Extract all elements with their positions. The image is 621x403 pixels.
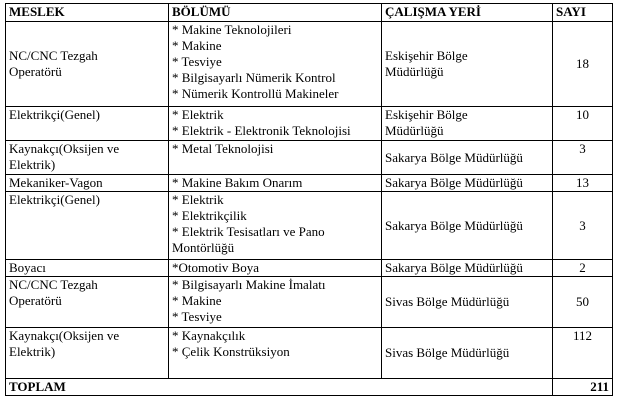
calisma-yeri-line: Müdürlüğü: [385, 123, 444, 138]
bolum-line: * Kaynakçılık: [172, 328, 246, 343]
bolum-line: * Çelik Konstrüksiyon: [172, 344, 290, 359]
calisma-yeri-cell: [382, 141, 553, 175]
table-row: [6, 260, 613, 277]
header-sayi: SAYI: [553, 4, 613, 22]
total-value: 211: [553, 379, 613, 396]
calisma-yeri-cell: [382, 328, 553, 379]
bolum-line: * Elektrik: [172, 107, 224, 122]
bolum-line: * Elektrik - Elektronik Teknolojisi: [172, 123, 351, 138]
table-row: [6, 192, 613, 260]
table-row: [6, 328, 613, 379]
bolum-line: *Otomotiv Boya: [172, 260, 260, 275]
bolum-line: * Bilgisayarlı Makine İmalatı: [172, 277, 326, 292]
meslek-cell: [6, 328, 169, 379]
table-row: [6, 277, 613, 328]
total-row: [6, 379, 613, 396]
meslek-line: Operatörü: [9, 64, 62, 79]
meslek-line: Mekaniker-Vagon: [9, 175, 103, 190]
calisma-yeri-line: Sakarya Bölge Müdürlüğü: [385, 149, 523, 165]
table-row: [6, 141, 613, 175]
meslek-line: NC/CNC Tezgah: [9, 277, 98, 292]
bolum-cell: [169, 260, 382, 277]
calisma-yeri-line: Sakarya Bölge Müdürlüğü: [385, 260, 523, 275]
sayi-cell: 18: [553, 22, 613, 107]
bolum-line: Montörlüğü: [172, 240, 235, 255]
meslek-line: Kaynakçı(Oksijen ve: [9, 328, 120, 343]
meslek-line: Elektrik): [9, 157, 56, 172]
calisma-yeri-cell: [382, 107, 553, 141]
personnel-table: [5, 3, 613, 396]
calisma-yeri-line: Sivas Bölge Müdürlüğü: [385, 345, 510, 360]
bolum-line: * Bilgisayarlı Nümerik Kontrol: [172, 70, 336, 85]
meslek-cell: [6, 192, 169, 260]
calisma-yeri-line: Eskişehir Bölge: [385, 48, 468, 63]
calisma-yeri-line: Sakarya Bölge Müdürlüğü: [385, 217, 523, 233]
total-label: TOPLAM: [6, 379, 553, 396]
bolum-line: * Makine: [172, 293, 222, 308]
bolum-cell: [169, 328, 382, 379]
table-row: [6, 175, 613, 192]
meslek-cell: [6, 175, 169, 192]
table-row: [6, 22, 613, 107]
bolum-cell: [169, 192, 382, 260]
calisma-yeri-cell: [382, 22, 553, 107]
calisma-yeri-cell: [382, 192, 553, 260]
calisma-yeri-cell: [382, 277, 553, 328]
meslek-line: Boyacı: [9, 260, 46, 275]
bolum-line: * Elektrikçilik: [172, 208, 247, 223]
meslek-line: Elektrikçi(Genel): [9, 107, 100, 122]
bolum-line: * Tesviye: [172, 54, 222, 69]
meslek-line: Operatörü: [9, 293, 62, 308]
calisma-yeri-line: Sakarya Bölge Müdürlüğü: [385, 175, 523, 190]
bolum-line: * Makine Teknolojileri: [172, 22, 292, 37]
table-row: [6, 107, 613, 141]
calisma-yeri-line: Sivas Bölge Müdürlüğü: [385, 294, 510, 309]
meslek-cell: [6, 22, 169, 107]
bolum-line: * Metal Teknolojisi: [172, 141, 274, 156]
bolum-line: * Makine: [172, 38, 222, 53]
meslek-cell: [6, 277, 169, 328]
bolum-line: * Elektrik Tesisatları ve Pano: [172, 224, 325, 239]
header-calisma-yeri: ÇALIŞMA YERİ: [382, 4, 553, 22]
sayi-cell: 10: [553, 107, 613, 141]
bolum-cell: [169, 277, 382, 328]
calisma-yeri-cell: [382, 175, 553, 192]
meslek-line: NC/CNC Tezgah: [9, 48, 98, 63]
header-row: [6, 4, 613, 22]
meslek-line: Elektrik): [9, 344, 56, 359]
bolum-cell: [169, 175, 382, 192]
bolum-line: * Elektrik: [172, 192, 224, 207]
meslek-line: Elektrikçi(Genel): [9, 192, 100, 207]
sayi-cell: 13: [553, 175, 613, 192]
meslek-cell: [6, 141, 169, 175]
header-meslek: MESLEK: [6, 4, 169, 22]
meslek-line: Kaynakçı(Oksijen ve: [9, 141, 120, 156]
bolum-line: * Makine Bakım Onarım: [172, 175, 303, 190]
bolum-cell: [169, 141, 382, 175]
bolum-cell: [169, 107, 382, 141]
header-bolumu: BÖLÜMÜ: [169, 4, 382, 22]
meslek-cell: [6, 260, 169, 277]
calisma-yeri-line: Müdürlüğü: [385, 64, 444, 79]
bolum-line: * Nümerik Kontrollü Makineler: [172, 86, 339, 101]
sayi-cell: 112: [553, 328, 613, 379]
sayi-cell: 2: [553, 260, 613, 277]
sayi-cell: 50: [553, 277, 613, 328]
sayi-cell: 3: [553, 192, 613, 260]
meslek-cell: [6, 107, 169, 141]
bolum-line: * Tesviye: [172, 309, 222, 324]
calisma-yeri-line: Eskişehir Bölge: [385, 107, 468, 122]
calisma-yeri-cell: [382, 260, 553, 277]
sayi-cell: 3: [553, 141, 613, 175]
bolum-cell: [169, 22, 382, 107]
